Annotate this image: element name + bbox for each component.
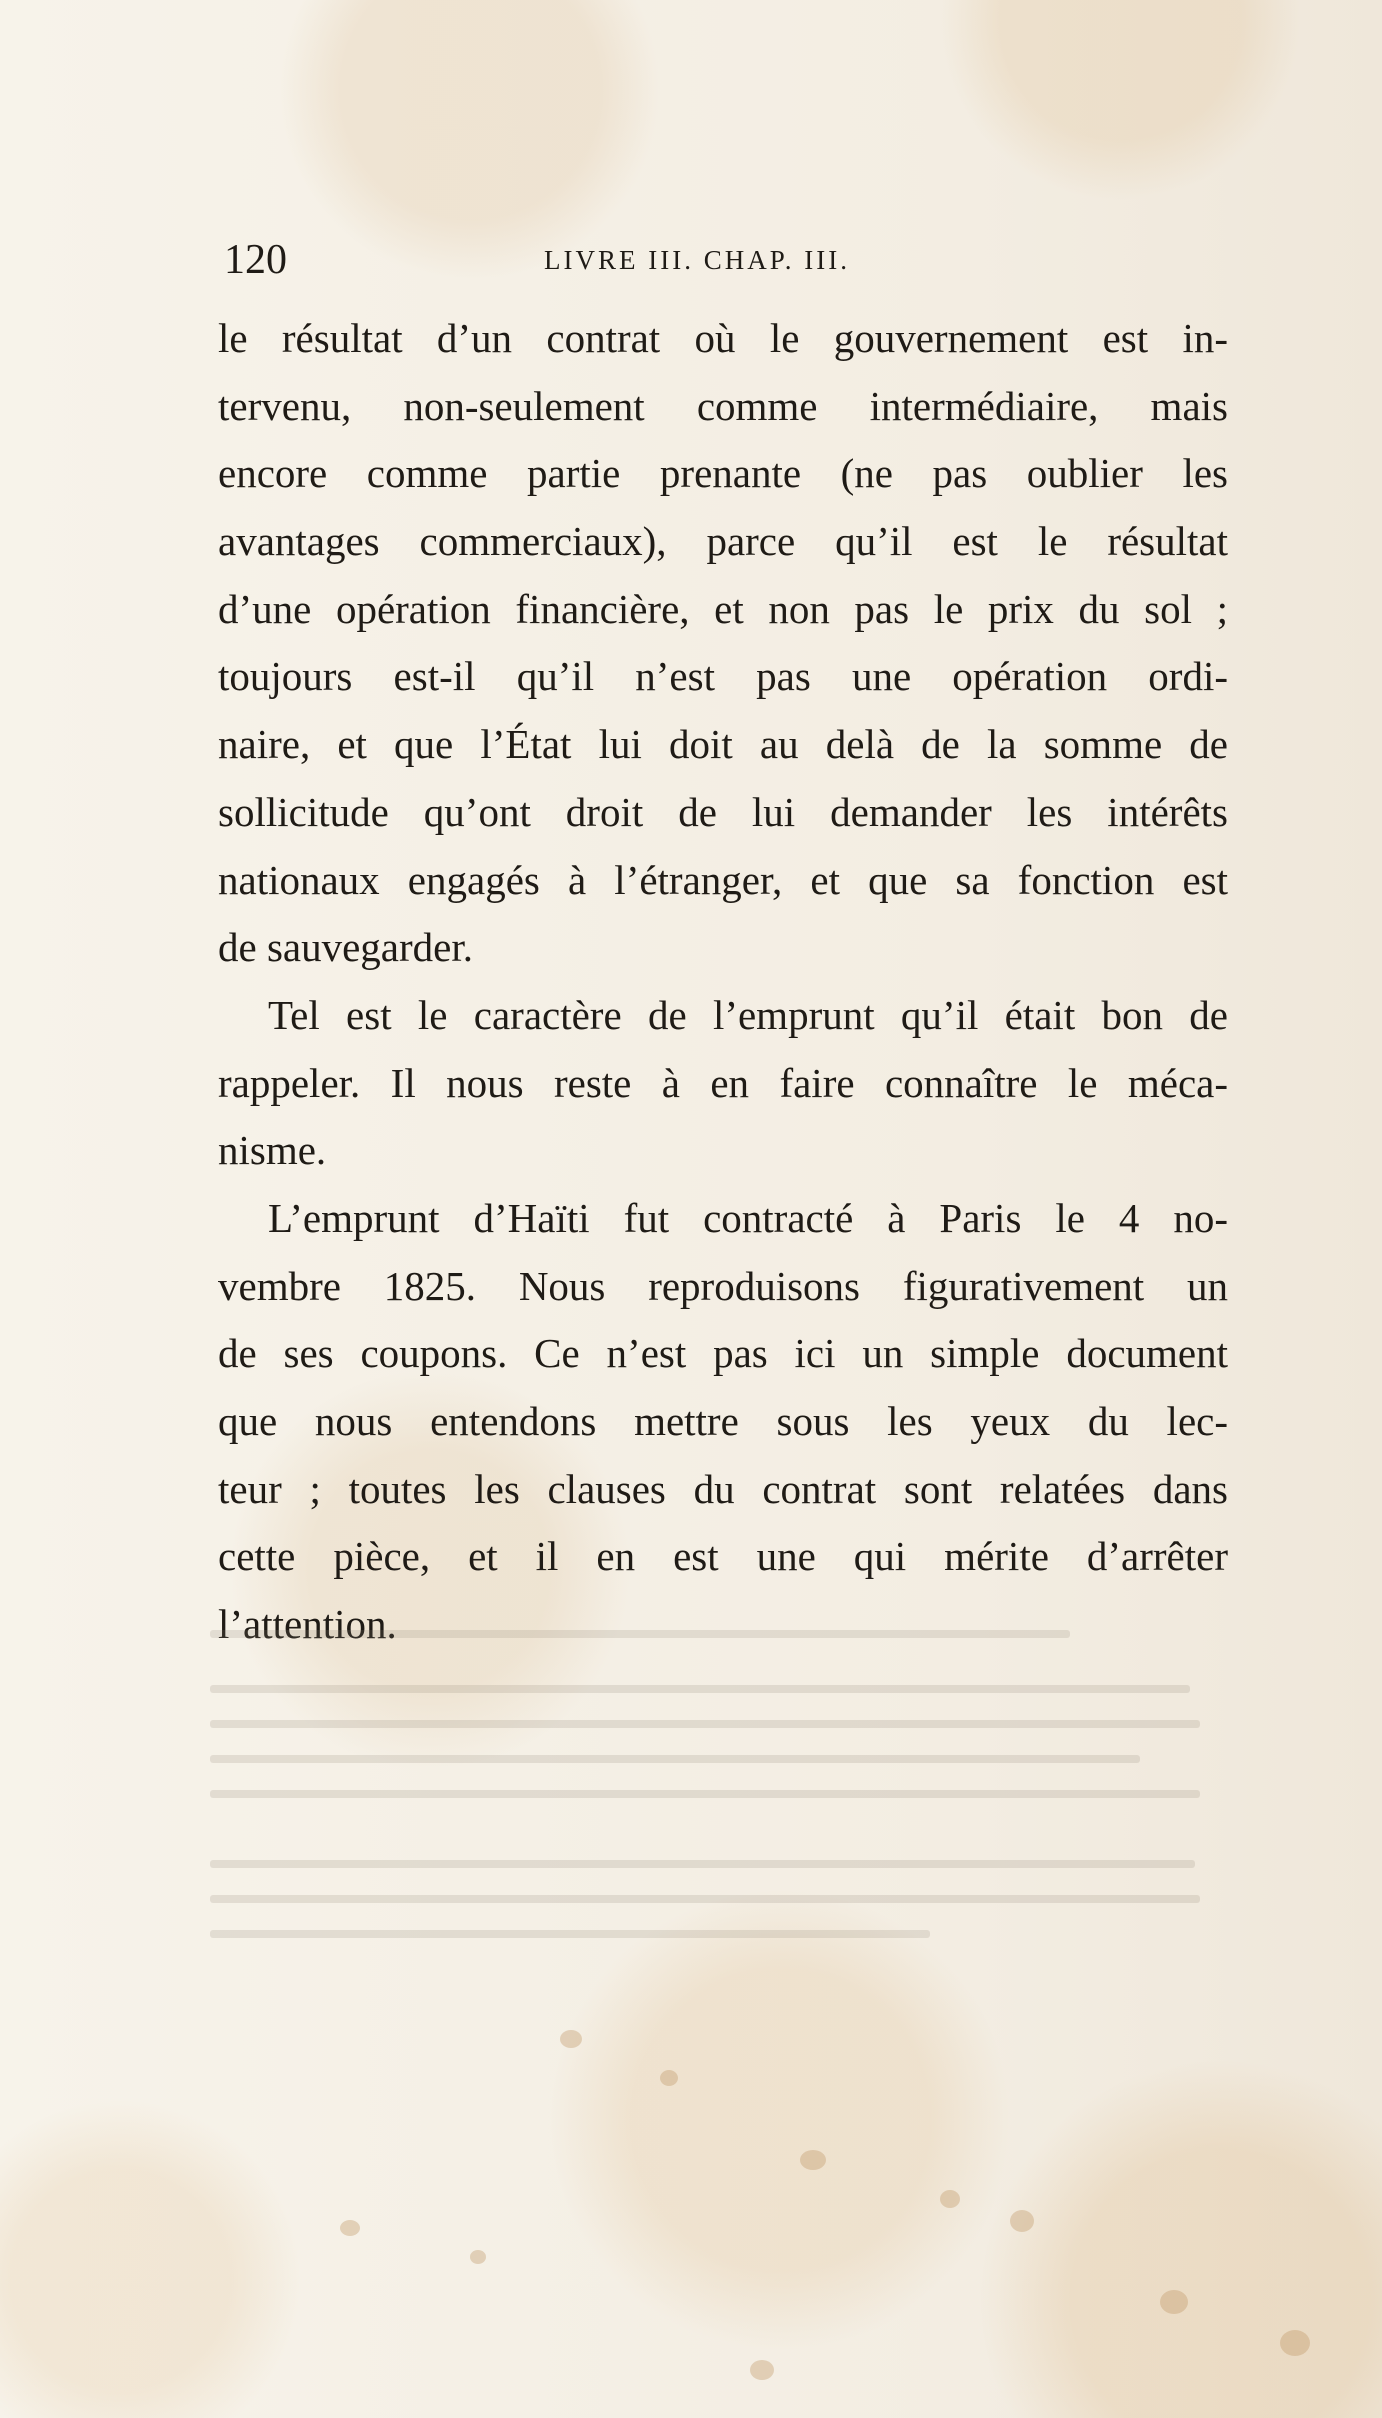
text-line: d’une opération financière, et non pas le prix du sol ; — [218, 585, 1228, 632]
text-line: avantages commerciaux), parce qu’il est le résultat — [218, 518, 1228, 565]
text-line: le résultat d’un contrat où le gouvernement est in- — [218, 315, 1228, 361]
foxing-spot — [470, 2250, 486, 2264]
show-through-text — [210, 1590, 1220, 2010]
text-line: Tel est le caractère de l’emprunt qu’il était bon de — [268, 991, 1228, 1038]
page-number: 120 — [224, 237, 287, 283]
foxing-spot — [940, 2190, 960, 2208]
running-head: LIVRE III. CHAP. III. — [544, 245, 850, 275]
foxing-spot — [660, 2070, 678, 2086]
foxing-spot — [800, 2150, 826, 2170]
text-line: naire, et que l’État lui doit au delà de la somme de — [218, 721, 1228, 768]
text-line: rappeler. Il nous reste à en faire connaître le méca- — [218, 1059, 1228, 1106]
text-line: nationaux engagés à l’étranger, et que sa fonction est — [218, 856, 1228, 903]
text-line: l’attention. — [218, 1601, 397, 1648]
text-line: L’emprunt d’Haïti fut contracté à Paris le 4 no- — [268, 1194, 1228, 1241]
foxing-spot — [340, 2220, 360, 2236]
text-line: encore comme partie prenante (ne pas oublier les — [218, 450, 1228, 497]
foxing-spot — [1280, 2330, 1310, 2356]
text-line: cette pièce, et il en est une qui mérite d’arrêter — [218, 1533, 1228, 1580]
text-line: teur ; toutes les clauses du contrat sont relatées dans — [218, 1465, 1228, 1512]
page-header — [224, 230, 1224, 290]
text-line: vembre 1825. Nous reproduisons figurativement un — [218, 1262, 1228, 1309]
body-text — [218, 305, 1228, 1659]
text-line: tervenu, non-seulement comme intermédiaire, mais — [218, 382, 1228, 429]
text-line: de sauvegarder. — [218, 924, 473, 971]
foxing-spot — [1010, 2210, 1034, 2232]
text-line: que nous entendons mettre sous les yeux du lec- — [218, 1398, 1228, 1444]
text-line: toujours est-il qu’il n’est pas une opération ordi- — [218, 653, 1228, 700]
text-line: sollicitude qu’ont droit de lui demander les intérêts — [218, 788, 1228, 835]
text-line: nisme. — [218, 1127, 327, 1174]
foxing-spot — [560, 2030, 582, 2048]
foxing-spot — [1160, 2290, 1188, 2314]
foxing-spot — [750, 2360, 774, 2380]
text-line: de ses coupons. Ce n’est pas ici un simple document — [218, 1330, 1228, 1377]
